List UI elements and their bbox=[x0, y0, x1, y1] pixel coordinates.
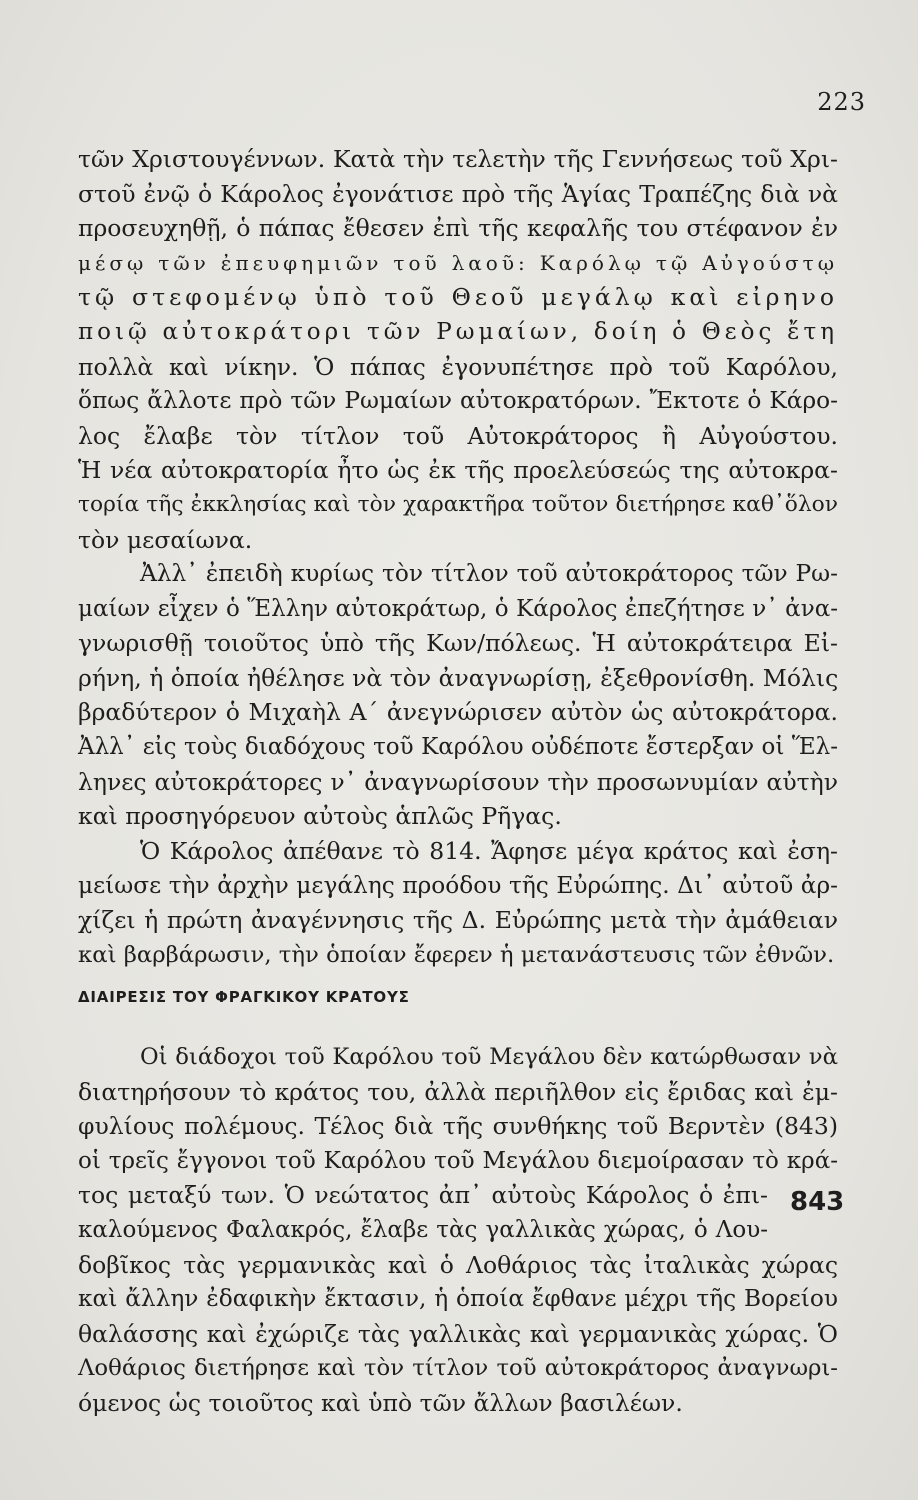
text-line: μέσῳ τῶν ἐπευφημιῶν τοῦ λαοῦ: Καρόλῳ τῷ Αὐγούστῳ bbox=[78, 250, 838, 275]
text-line: χίζει ἡ πρώτη ἀναγέννησις τῆς Δ. Εὐρώπης μετὰ τὴν ἀμάθειαν bbox=[78, 906, 838, 935]
text-line: πολλὰ καὶ νίκην. Ὁ πάπας ἐγονυπέτησε πρὸ τοῦ Καρόλου, bbox=[78, 352, 838, 381]
margin-year-note: 843 bbox=[790, 1187, 845, 1217]
text-line: ὅπως ἄλλοτε πρὸ τῶν Ρωμαίων αὐτοκρατόρων. Ἔκτοτε ὁ Κάρο- bbox=[78, 387, 838, 415]
paragraph-coronation bbox=[78, 142, 838, 557]
text-line: βραδύτερον ὁ Μιχαὴλ Α΄ ἀνεγνώρισεν αὐτὸν ὡς αὐτοκράτορα. bbox=[78, 698, 838, 727]
text-line: μείωσε τὴν ἀρχὴν μεγάλης προόδου τῆς Εὐρώπης. Δι᾿ αὐτοῦ ἀρ- bbox=[78, 871, 838, 899]
text-line: γνωρισθῇ τοιοῦτος ὑπὸ τῆς Κων/πόλεως. Ἡ αὐτοκράτειρα Εἰ- bbox=[78, 629, 838, 658]
section-heading: ΔΙΑΙΡΕΣΙΣ ΤΟΥ ΦΡΑΓΚΙΚΟΥ ΚΡΑΤΟΥΣ bbox=[78, 988, 410, 1006]
text-line: Ἀλλ᾿ εἰς τοὺς διαδόχους τοῦ Καρόλου οὐδέποτε ἔστερξαν οἱ Ἕλ- bbox=[78, 733, 838, 760]
paragraph-death-of-charles bbox=[78, 834, 838, 972]
text-line: τος μεταξύ των. Ὁ νεώτατος ἀπ᾿ αὐτοὺς Κάρολος ὁ ἐπι- bbox=[78, 1181, 768, 1210]
paragraph-division bbox=[78, 1040, 838, 1421]
text-line: καὶ ἄλλην ἐδαφικὴν ἔκτασιν, ἡ ὁποία ἔφθανε μέχρι τῆς Βορείου bbox=[78, 1285, 838, 1313]
page-number: 223 bbox=[817, 88, 866, 116]
text-line: στοῦ ἐνῷ ὁ Κάρολος ἐγονάτισε πρὸ τῆς Ἁγίας Τραπέζης διὰ νὰ bbox=[78, 179, 838, 208]
text-line: οἱ τρεῖς ἔγγονοι τοῦ Καρόλου τοῦ Μεγάλου διεμοίρασαν τὸ κρά- bbox=[78, 1147, 838, 1174]
paragraph-recognition bbox=[78, 557, 838, 834]
text-line: λος ἔλαβε τὸν τίτλον τοῦ Αὐτοκράτορος ἢ Αὐγούστου. bbox=[78, 421, 838, 450]
text-line: δοβῖκος τὰς γερμανικὰς καὶ ὁ Λοθάριος τὰς ἰταλικὰς χώρας bbox=[78, 1250, 838, 1279]
text-line: Οἱ διάδοχοι τοῦ Καρόλου τοῦ Μεγάλου δὲν κατώρθωσαν νὰ bbox=[140, 1044, 838, 1070]
text-line: Λοθάριος διετήρησε καὶ τὸν τίτλον τοῦ αὐτοκράτορος ἀναγνωρι- bbox=[78, 1355, 838, 1382]
text-line: όμενος ὡς τοιοῦτος καὶ ὑπὸ τῶν ἄλλων βασιλέων. bbox=[78, 1388, 683, 1417]
text-line: προσευχηθῇ, ὁ πάπας ἔθεσεν ἐπὶ τῆς κεφαλῆς του στέφανον ἐν bbox=[78, 214, 838, 243]
text-line: τὸν μεσαίωνα. bbox=[78, 525, 253, 554]
text-line: Ἀλλ᾿ ἐπειδὴ κυρίως τὸν τίτλον τοῦ αὐτοκράτορος τῶν Ρω- bbox=[140, 560, 838, 587]
text-line: τῷ στεφομένῳ ὑπὸ τοῦ Θεοῦ μεγάλῳ καὶ εἰρηνο bbox=[78, 283, 838, 312]
text-line: μαίων εἶχεν ὁ Ἕλλην αὐτοκράτωρ, ὁ Κάρολος ἐπεζήτησε ν᾿ ἀνα- bbox=[78, 595, 838, 622]
text-line: Ἡ νέα αὐτοκρατορία ἦτο ὡς ἐκ τῆς προελεύσεώς της αὐτοκρα- bbox=[78, 456, 838, 485]
text-line: ληνες αὐτοκράτορες ν᾿ ἀναγνωρίσουν τὴν προσωνυμίαν αὐτὴν bbox=[78, 767, 838, 796]
text-line: ρήνη, ἡ ὁποία ἠθέλησε νὰ τὸν ἀναγνωρίσῃ, ἐξεθρονίσθη. Μόλις bbox=[78, 663, 839, 692]
text-line: καὶ προσηγόρευον αὐτοὺς ἁπλῶς Ρῆγας. bbox=[78, 802, 562, 831]
text-line: ποιῷ αὐτοκράτορι τῶν Ρωμαίων, δοίη ὁ Θεὸς ἔτη bbox=[78, 318, 838, 345]
text-line: τορία τῆς ἐκκλησίας καὶ τὸν χαρακτῆρα τοῦτον διετήρησε καθ᾿ὅλον bbox=[78, 491, 838, 517]
text-line: καλούμενος Φαλακρός, ἔλαβε τὰς γαλλικὰς χώρας, ὁ Λου- bbox=[78, 1216, 768, 1243]
text-line: τῶν Χριστουγέννων. Κατὰ τὴν τελετὴν τῆς Γεννήσεως τοῦ Χρι- bbox=[78, 145, 838, 173]
text-line: Ὁ Κάρολος ἀπέθανε τὸ 814. Ἄφησε μέγα κράτος καὶ ἐση- bbox=[140, 837, 838, 865]
text-line: καὶ βαρβάρωσιν, τὴν ὁποίαν ἔφερεν ἡ μετανάστευσις τῶν ἐθνῶν. bbox=[78, 941, 835, 968]
text-line: διατηρήσουν τὸ κράτος του, ἀλλὰ περιῆλθον εἰς ἔριδας καὶ ἐμ- bbox=[78, 1077, 838, 1106]
text-line: θαλάσσης καὶ ἐχώριζε τὰς γαλλικὰς καὶ γερμανικὰς χώρας. Ὁ bbox=[78, 1319, 838, 1348]
text-line: φυλίους πολέμους. Τέλος διὰ τῆς συνθήκης τοῦ Βερντὲν (843) bbox=[78, 1112, 838, 1141]
